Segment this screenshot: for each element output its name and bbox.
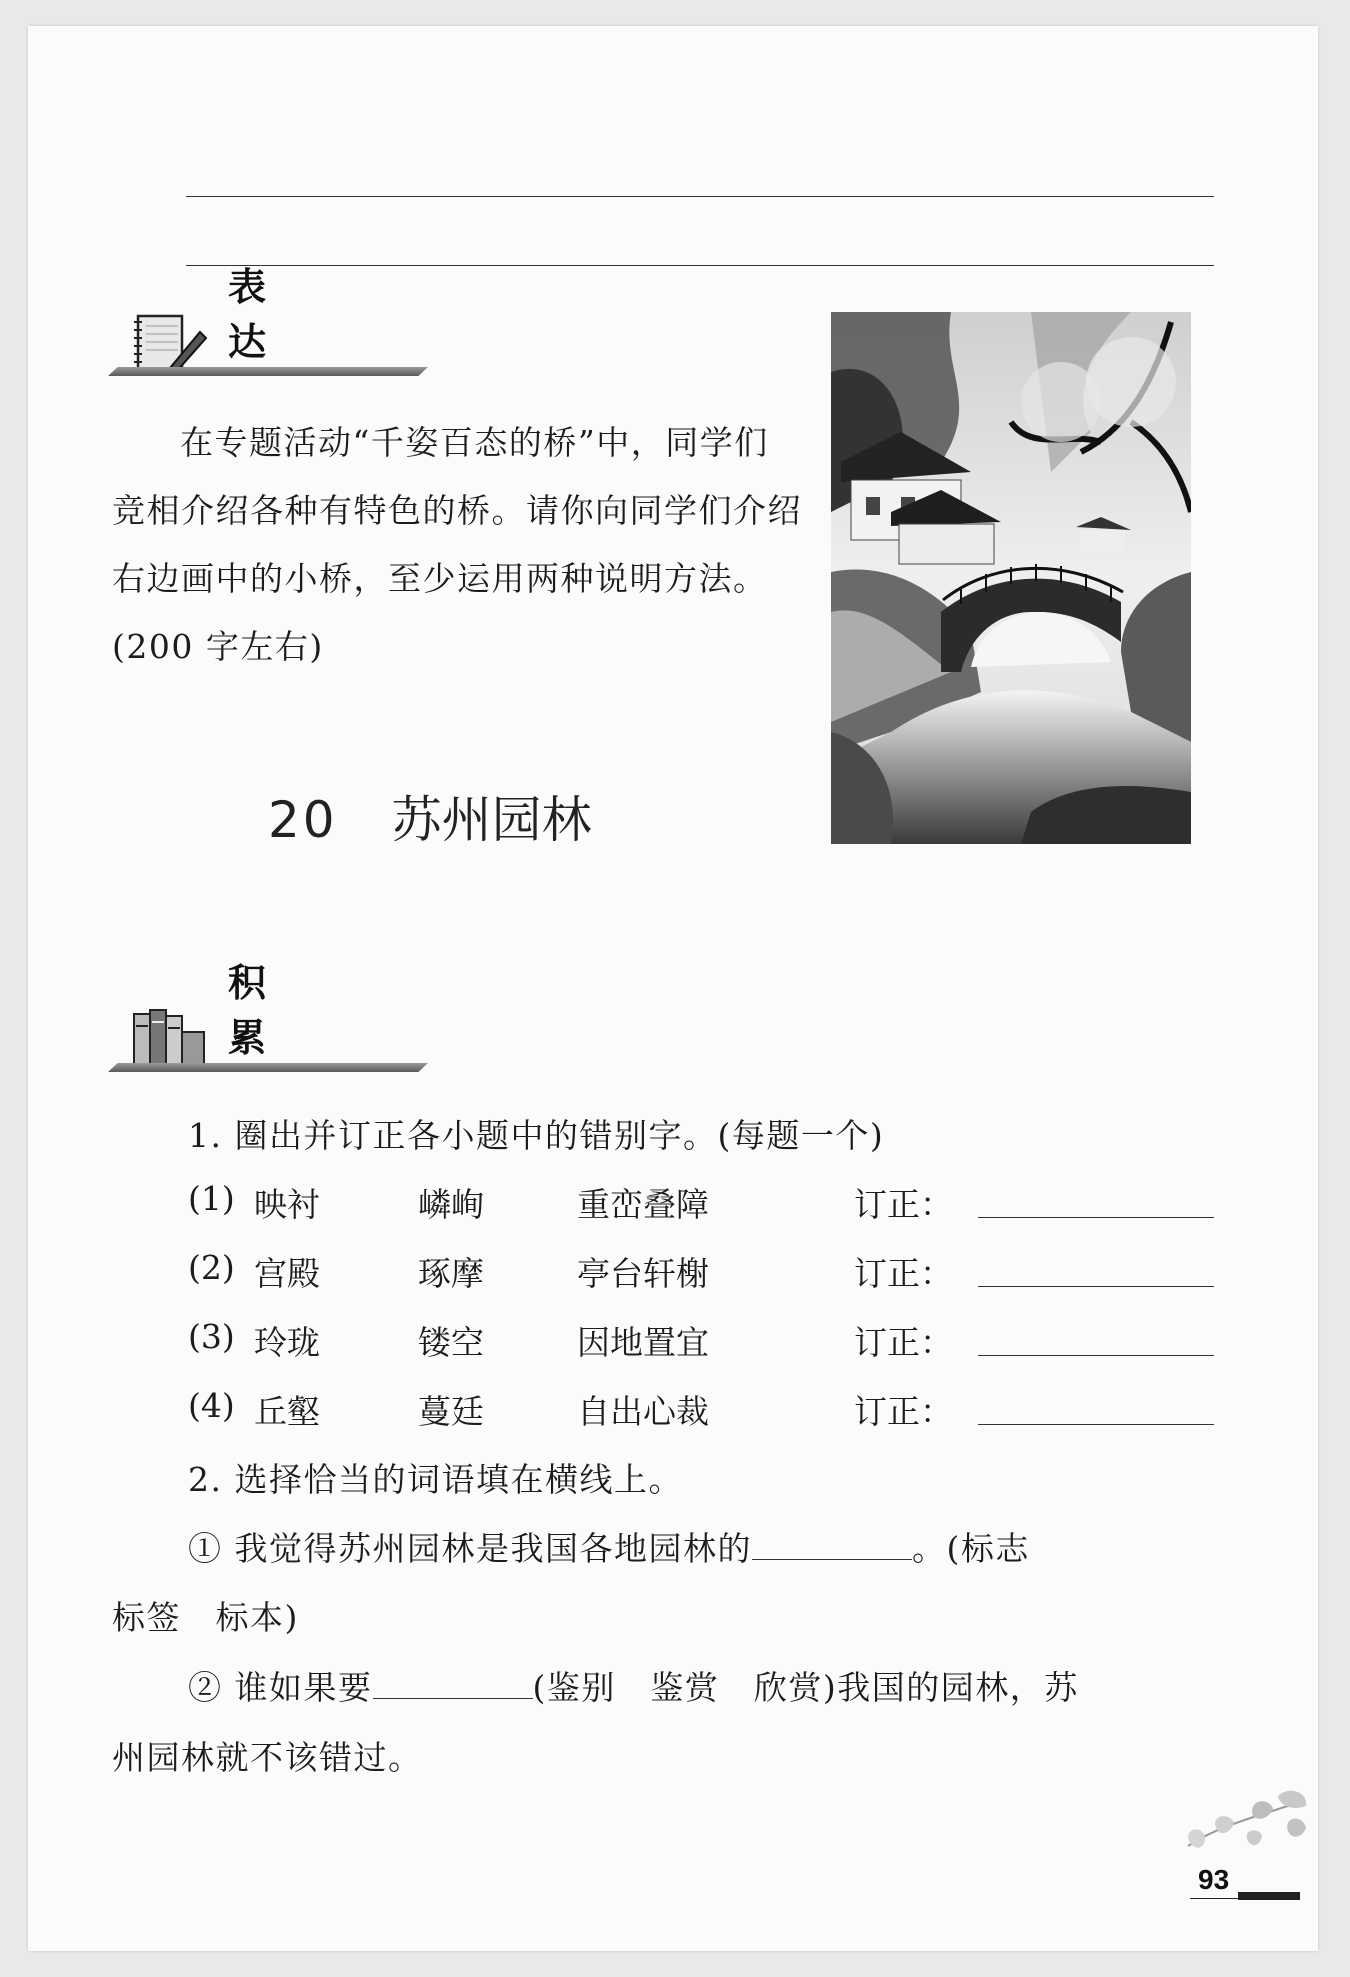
section-title: 表 达 <box>228 264 313 364</box>
q2-sentence-1 <box>188 1523 1030 1570</box>
books-icon <box>130 1006 210 1072</box>
q2-prompt: 2. 选择恰当的词语填在横线上。 <box>188 1460 683 1499</box>
section-title: 积 累 <box>228 960 313 1060</box>
chapter-number: 20 <box>268 791 338 849</box>
item-number: (2) <box>188 1248 235 1287</box>
item-number: (1) <box>188 1179 235 1218</box>
correction-label: 订正： <box>854 1254 953 1293</box>
item-number: (3) <box>188 1317 235 1356</box>
correction-label: 订正： <box>854 1392 953 1431</box>
correction-label: 订正： <box>854 1323 953 1362</box>
bridge-landscape-painting <box>831 312 1191 844</box>
correction-blank[interactable] <box>978 1355 1214 1356</box>
section-header-accumulation <box>108 960 428 1084</box>
word: 蔓廷 <box>418 1392 484 1431</box>
fill-blank[interactable] <box>752 1527 912 1560</box>
leaf-ornament-icon <box>1178 1786 1313 1876</box>
word: 玲珑 <box>254 1323 320 1362</box>
page-number: 93 <box>1198 1864 1230 1895</box>
correction-blank[interactable] <box>978 1286 1214 1287</box>
sentence-text: (鉴别 鉴赏 欣赏)我国的园林，苏 <box>532 1668 1079 1707</box>
q2-sentence-2-cont: 州园林就不该错过。 <box>112 1738 423 1777</box>
word: 自出心裁 <box>577 1392 709 1431</box>
item-number: (4) <box>188 1386 235 1425</box>
workbook-page <box>28 26 1318 1951</box>
word: 丘壑 <box>254 1392 320 1431</box>
sentence-text: ① 我觉得苏州园林是我国各地园林的 <box>188 1529 752 1568</box>
sentence-text: ② 谁如果要 <box>188 1668 373 1707</box>
notebook-pen-icon <box>130 310 210 376</box>
expression-prompt: 在专题活动“千姿百态的桥”中，同学们竞相介绍各种有特色的桥。请你向同学们介绍右边画中的小桥，至少运用两种说明方法。(200 字左右) <box>112 423 802 666</box>
chapter-heading <box>268 780 592 852</box>
answer-line <box>186 196 1214 197</box>
q2-sentence-1-cont: 标签 标本) <box>112 1598 299 1637</box>
word: 琢摩 <box>418 1254 484 1293</box>
correction-blank[interactable] <box>978 1217 1214 1218</box>
word: 镂空 <box>418 1323 484 1362</box>
word: 嶙峋 <box>418 1185 484 1224</box>
q2-sentence-2 <box>188 1662 1079 1709</box>
page-number-underline <box>1190 1898 1300 1899</box>
section-header-expression <box>108 264 428 388</box>
word: 因地置宜 <box>577 1323 709 1362</box>
correction-blank[interactable] <box>978 1424 1214 1425</box>
word: 重峦叠障 <box>577 1185 709 1224</box>
fill-blank[interactable] <box>373 1666 533 1699</box>
word: 映衬 <box>254 1185 320 1224</box>
correction-label: 订正： <box>854 1185 953 1224</box>
chapter-title: 苏州园林 <box>391 791 592 849</box>
sentence-text: 。(标志 <box>912 1529 1030 1568</box>
q1-prompt: 1. 圈出并订正各小题中的错别字。(每题一个) <box>188 1116 885 1155</box>
word: 亭台轩榭 <box>577 1254 709 1293</box>
word: 宫殿 <box>254 1254 320 1293</box>
